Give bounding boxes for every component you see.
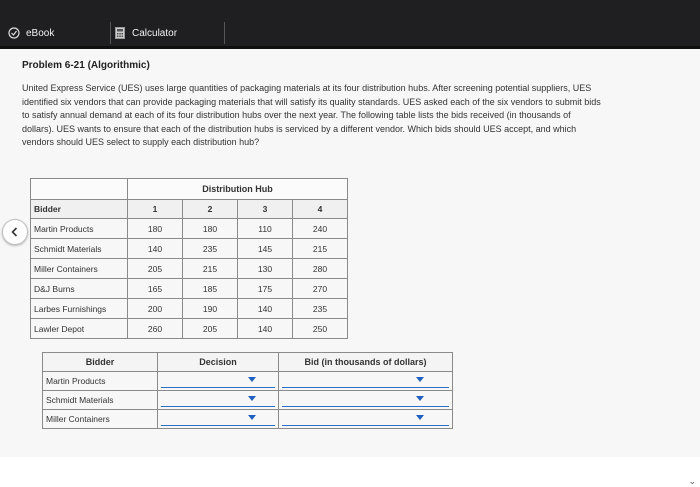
bid-value: 200 <box>128 299 183 319</box>
table-row <box>43 410 453 429</box>
decision-header: Decision <box>158 353 279 372</box>
bid-dropdown[interactable] <box>279 372 453 391</box>
bids-table <box>30 178 348 339</box>
table-row <box>43 391 453 410</box>
bid-value: 280 <box>293 259 348 279</box>
table-row <box>31 219 348 239</box>
bid-value: 240 <box>293 219 348 239</box>
decision-bidder-name: Schmidt Materials <box>43 391 158 410</box>
bid-value: 215 <box>293 239 348 259</box>
bid-dropdown[interactable] <box>279 391 453 410</box>
decision-select[interactable] <box>161 412 275 426</box>
chevron-left-icon <box>9 226 21 238</box>
bid-select[interactable] <box>282 374 449 388</box>
bid-value: 270 <box>293 279 348 299</box>
hub-header: 2 <box>183 200 238 219</box>
problem-title: Problem 6-21 (Algorithmic) <box>22 60 150 71</box>
decision-dropdown[interactable] <box>158 410 279 429</box>
bid-value: 140 <box>238 299 293 319</box>
bid-value: 140 <box>238 319 293 339</box>
bid-value: 190 <box>183 299 238 319</box>
bid-amount-header: Bid (in thousands of dollars) <box>279 353 453 372</box>
bid-value: 175 <box>238 279 293 299</box>
decision-dropdown[interactable] <box>158 391 279 410</box>
top-toolbar <box>0 0 700 49</box>
dropdown-arrow-icon[interactable] <box>416 396 424 401</box>
bidder-column-header: Bidder <box>31 200 128 219</box>
table-row <box>31 239 348 259</box>
table-row <box>31 279 348 299</box>
problem-content <box>0 49 700 486</box>
problem-text: United Express Service (UES) uses large quantities of packaging materials at its four distribution hubs. After screening potential suppliers, UES identified six vendors that can provide packaging materials that will satisfy its quality standards. UES asked each of the six vendors to submit bids to satisfy annual demand at each of its four distribution hubs over the next year. The following table lists the bids received (in thousands of dollars). UES wants to ensure that each of the distribution hubs is serviced by a different vendor. Which bids should UES accept, and which vendors should UES select to supply each distribution hub? <box>22 83 601 147</box>
bid-value: 205 <box>128 259 183 279</box>
tab-ebook-label: eBook <box>26 27 55 39</box>
bids-table-corner <box>31 179 128 200</box>
bidder-name: Lawler Depot <box>31 319 128 339</box>
bidder-name: Miller Containers <box>31 259 128 279</box>
bid-select[interactable] <box>282 412 449 426</box>
decision-select[interactable] <box>161 393 275 407</box>
bidder-name: Martin Products <box>31 219 128 239</box>
bid-value: 130 <box>238 259 293 279</box>
dropdown-arrow-icon[interactable] <box>248 396 256 401</box>
chevron-down-icon[interactable]: ⌄ <box>688 476 696 486</box>
ebook-icon <box>8 27 20 39</box>
decision-table <box>42 352 453 429</box>
bidder-name: D&J Burns <box>31 279 128 299</box>
hub-header: 1 <box>128 200 183 219</box>
bid-value: 235 <box>293 299 348 319</box>
table-row <box>31 319 348 339</box>
table-row <box>43 372 453 391</box>
distribution-hub-header: Distribution Hub <box>128 179 348 200</box>
tab-ebook[interactable] <box>0 22 111 44</box>
dropdown-arrow-icon[interactable] <box>248 377 256 382</box>
bid-value: 215 <box>183 259 238 279</box>
tab-calculator[interactable] <box>106 22 225 44</box>
table-row <box>31 259 348 279</box>
bidder-name: Larbes Furnishings <box>31 299 128 319</box>
bid-value: 140 <box>128 239 183 259</box>
decision-bidder-header: Bidder <box>43 353 158 372</box>
bid-value: 180 <box>128 219 183 239</box>
decision-dropdown[interactable] <box>158 372 279 391</box>
tab-calculator-label: Calculator <box>132 27 178 39</box>
hub-header: 4 <box>293 200 348 219</box>
decision-select[interactable] <box>161 374 275 388</box>
bid-value: 250 <box>293 319 348 339</box>
bid-select[interactable] <box>282 393 449 407</box>
table-row <box>31 299 348 319</box>
hub-header: 3 <box>238 200 293 219</box>
bid-value: 165 <box>128 279 183 299</box>
decision-bidder-name: Martin Products <box>43 372 158 391</box>
decision-bidder-name: Miller Containers <box>43 410 158 429</box>
bid-value: 145 <box>238 239 293 259</box>
calculator-icon <box>114 27 126 39</box>
dropdown-arrow-icon[interactable] <box>416 377 424 382</box>
bid-value: 260 <box>128 319 183 339</box>
bid-value: 110 <box>238 219 293 239</box>
bid-value: 185 <box>183 279 238 299</box>
bidder-name: Schmidt Materials <box>31 239 128 259</box>
back-button[interactable] <box>2 219 28 245</box>
dropdown-arrow-icon[interactable] <box>248 415 256 420</box>
bid-value: 205 <box>183 319 238 339</box>
bid-value: 235 <box>183 239 238 259</box>
dropdown-arrow-icon[interactable] <box>416 415 424 420</box>
bid-dropdown[interactable] <box>279 410 453 429</box>
bid-value: 180 <box>183 219 238 239</box>
